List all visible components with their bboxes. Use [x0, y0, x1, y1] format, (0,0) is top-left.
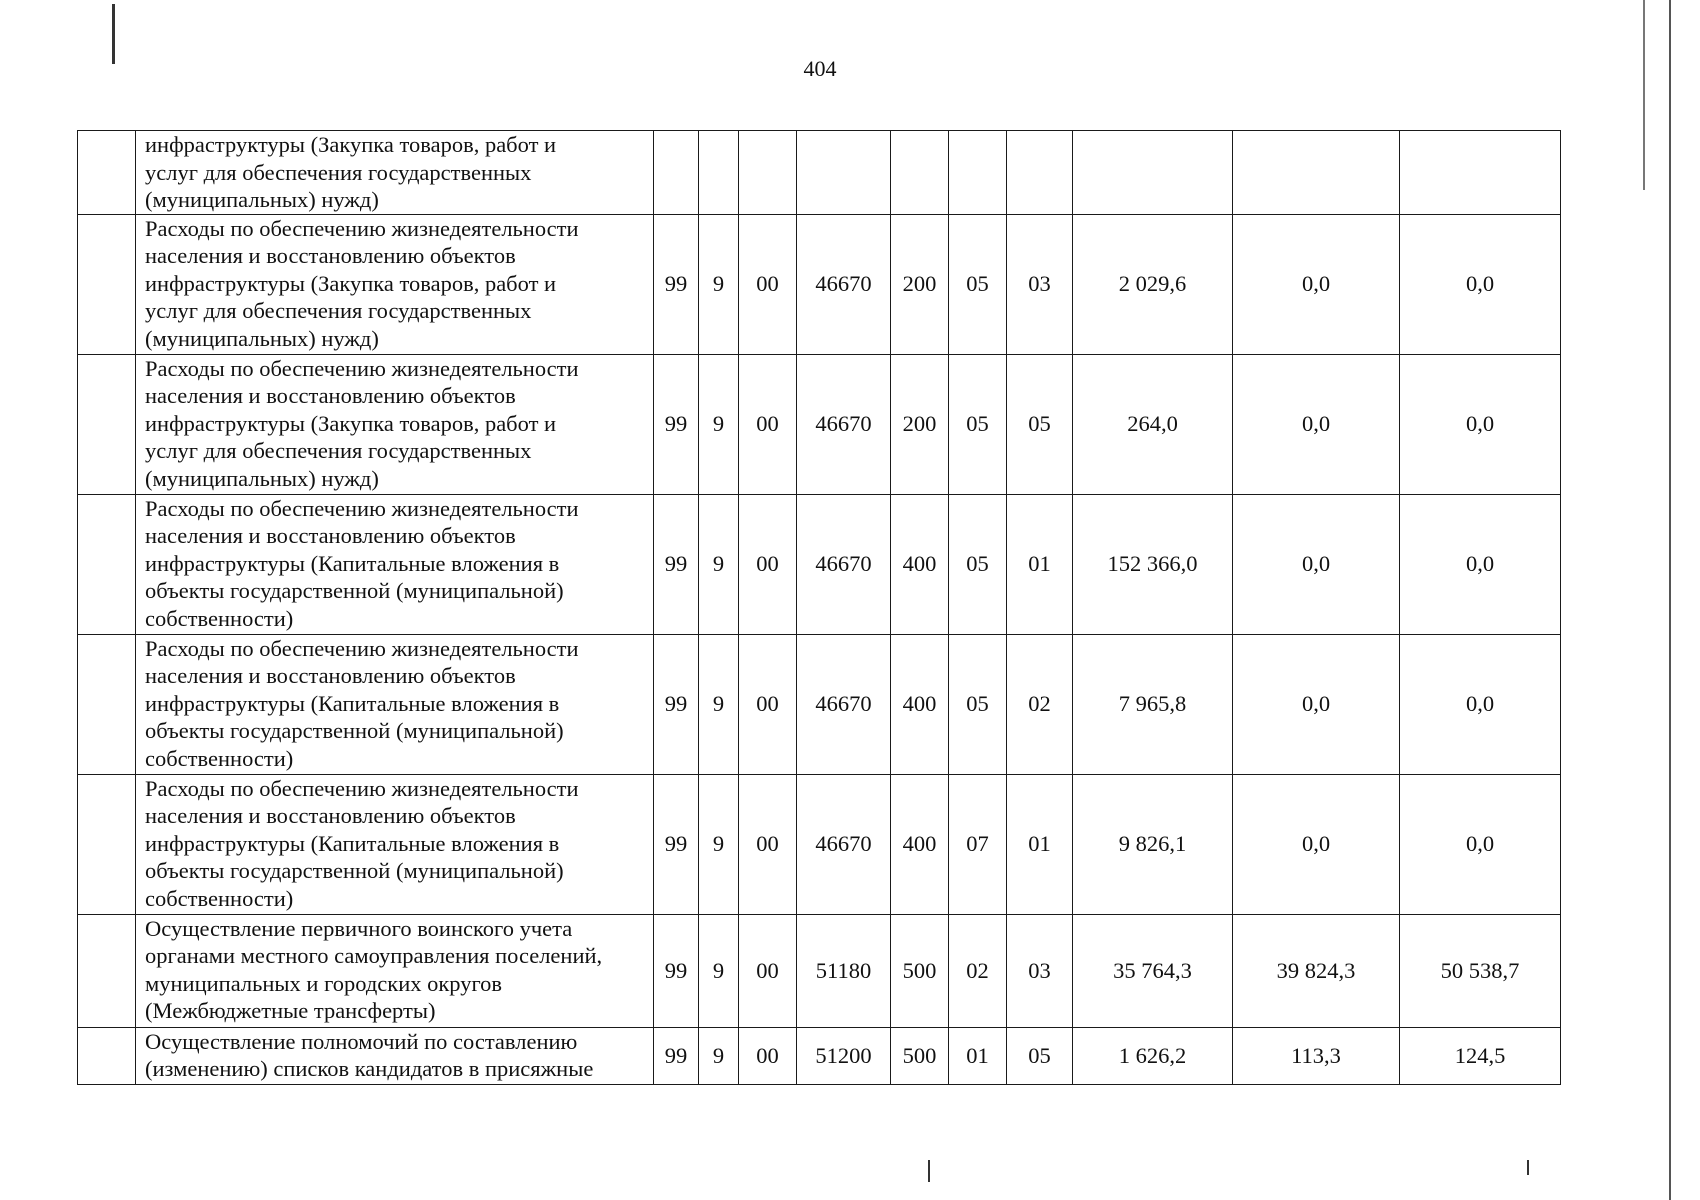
expense-description: Осуществление полномочий по составлению (изменению) списков кандидатов в присяжные	[136, 1027, 654, 1084]
amount-year-3: 124,5	[1400, 1027, 1561, 1084]
code-program: 99	[654, 1027, 699, 1084]
code-direction	[797, 131, 891, 215]
amount-year-3: 0,0	[1400, 634, 1561, 774]
row-index-cell	[78, 354, 136, 494]
code-direction: 46670	[797, 354, 891, 494]
row-index-cell	[78, 214, 136, 354]
amount-year-1: 9 826,1	[1073, 774, 1233, 914]
table-row	[78, 214, 1561, 354]
amount-year-2: 0,0	[1233, 494, 1400, 634]
code-program: 99	[654, 634, 699, 774]
code-expense-type: 500	[891, 914, 949, 1027]
amount-year-3	[1400, 131, 1561, 215]
amount-year-1: 7 965,8	[1073, 634, 1233, 774]
table-row	[78, 914, 1561, 1027]
code-subprogram: 9	[699, 634, 739, 774]
code-program: 99	[654, 494, 699, 634]
amount-year-1: 264,0	[1073, 354, 1233, 494]
code-program: 99	[654, 914, 699, 1027]
code-expense-type: 500	[891, 1027, 949, 1084]
expense-description: инфраструктуры (Закупка товаров, работ и услуг для обеспечения государственных (муниципальных) нужд)	[136, 131, 654, 215]
code-expense-type: 400	[891, 774, 949, 914]
table-row	[78, 494, 1561, 634]
code-subsection: 01	[1007, 494, 1073, 634]
amount-year-1: 35 764,3	[1073, 914, 1233, 1027]
table-row	[78, 774, 1561, 914]
amount-year-3: 0,0	[1400, 494, 1561, 634]
row-index-cell	[78, 634, 136, 774]
code-subsection: 02	[1007, 634, 1073, 774]
code-expense-type: 200	[891, 354, 949, 494]
code-subsection	[1007, 131, 1073, 215]
amount-year-1: 152 366,0	[1073, 494, 1233, 634]
expense-description: Расходы по обеспечению жизнедеятельности населения и восстановлению объектов инфраструктуры (Закупка товаров, работ и услуг для обеспечения государственных (муниципальных) нужд)	[136, 214, 654, 354]
code-subprogram	[699, 131, 739, 215]
table-row	[78, 634, 1561, 774]
amount-year-2: 0,0	[1233, 634, 1400, 774]
code-section: 07	[949, 774, 1007, 914]
expense-description: Расходы по обеспечению жизнедеятельности населения и восстановлению объектов инфраструктуры (Капитальные вложения в объекты государственной (муниципальной) собственности)	[136, 494, 654, 634]
row-index-cell	[78, 131, 136, 215]
table-row	[78, 354, 1561, 494]
code-subsection: 03	[1007, 914, 1073, 1027]
amount-year-2: 0,0	[1233, 354, 1400, 494]
code-section: 05	[949, 354, 1007, 494]
code-program: 99	[654, 214, 699, 354]
code-subsection: 05	[1007, 1027, 1073, 1084]
expense-description: Расходы по обеспечению жизнедеятельности населения и восстановлению объектов инфраструктуры (Капитальные вложения в объекты государственной (муниципальной) собственности)	[136, 774, 654, 914]
code-section: 05	[949, 214, 1007, 354]
code-main-activity: 00	[739, 354, 797, 494]
budget-table-body	[78, 131, 1561, 1085]
code-expense-type	[891, 131, 949, 215]
code-subsection: 03	[1007, 214, 1073, 354]
row-index-cell	[78, 494, 136, 634]
code-subprogram: 9	[699, 214, 739, 354]
code-section	[949, 131, 1007, 215]
amount-year-2: 39 824,3	[1233, 914, 1400, 1027]
code-section: 05	[949, 634, 1007, 774]
row-index-cell	[78, 914, 136, 1027]
scan-artifact-left	[112, 4, 115, 64]
code-section: 01	[949, 1027, 1007, 1084]
code-subprogram: 9	[699, 914, 739, 1027]
code-main-activity: 00	[739, 494, 797, 634]
code-subprogram: 9	[699, 1027, 739, 1084]
scan-artifact-right	[1669, 0, 1671, 1200]
amount-year-1: 2 029,6	[1073, 214, 1233, 354]
amount-year-1: 1 626,2	[1073, 1027, 1233, 1084]
code-subsection: 05	[1007, 354, 1073, 494]
expense-description: Расходы по обеспечению жизнедеятельности населения и восстановлению объектов инфраструктуры (Закупка товаров, работ и услуг для обеспечения государственных (муниципальных) нужд)	[136, 354, 654, 494]
code-section: 05	[949, 494, 1007, 634]
code-expense-type: 400	[891, 494, 949, 634]
code-program: 99	[654, 354, 699, 494]
amount-year-2: 0,0	[1233, 774, 1400, 914]
code-direction: 46670	[797, 774, 891, 914]
code-main-activity: 00	[739, 914, 797, 1027]
code-subsection: 01	[1007, 774, 1073, 914]
code-main-activity	[739, 131, 797, 215]
page-number: 404	[803, 56, 837, 81]
code-main-activity: 00	[739, 214, 797, 354]
code-expense-type: 200	[891, 214, 949, 354]
scan-artifact-bottom-right	[1527, 1160, 1529, 1175]
row-index-cell	[78, 774, 136, 914]
amount-year-2	[1233, 131, 1400, 215]
scan-artifact-bottom	[928, 1160, 930, 1182]
expense-description: Расходы по обеспечению жизнедеятельности населения и восстановлению объектов инфраструктуры (Капитальные вложения в объекты государственной (муниципальной) собственности)	[136, 634, 654, 774]
amount-year-2: 0,0	[1233, 214, 1400, 354]
code-main-activity: 00	[739, 634, 797, 774]
code-section: 02	[949, 914, 1007, 1027]
row-index-cell	[78, 1027, 136, 1084]
amount-year-3: 0,0	[1400, 354, 1561, 494]
code-expense-type: 400	[891, 634, 949, 774]
expense-description: Осуществление первичного воинского учета органами местного самоуправления поселений, муниципальных и городских округов (Межбюджетные трансферты)	[136, 914, 654, 1027]
code-direction: 46670	[797, 494, 891, 634]
code-subprogram: 9	[699, 774, 739, 914]
table-row	[78, 131, 1561, 215]
code-main-activity: 00	[739, 1027, 797, 1084]
amount-year-3: 50 538,7	[1400, 914, 1561, 1027]
amount-year-3: 0,0	[1400, 214, 1561, 354]
code-main-activity: 00	[739, 774, 797, 914]
code-direction: 51200	[797, 1027, 891, 1084]
code-program	[654, 131, 699, 215]
code-subprogram: 9	[699, 494, 739, 634]
code-direction: 46670	[797, 214, 891, 354]
budget-table	[77, 130, 1561, 1085]
code-program: 99	[654, 774, 699, 914]
code-direction: 51180	[797, 914, 891, 1027]
amount-year-3: 0,0	[1400, 774, 1561, 914]
amount-year-1	[1073, 131, 1233, 215]
code-direction: 46670	[797, 634, 891, 774]
scan-artifact-right-inner	[1643, 0, 1645, 190]
table-row	[78, 1027, 1561, 1084]
amount-year-2: 113,3	[1233, 1027, 1400, 1084]
code-subprogram: 9	[699, 354, 739, 494]
